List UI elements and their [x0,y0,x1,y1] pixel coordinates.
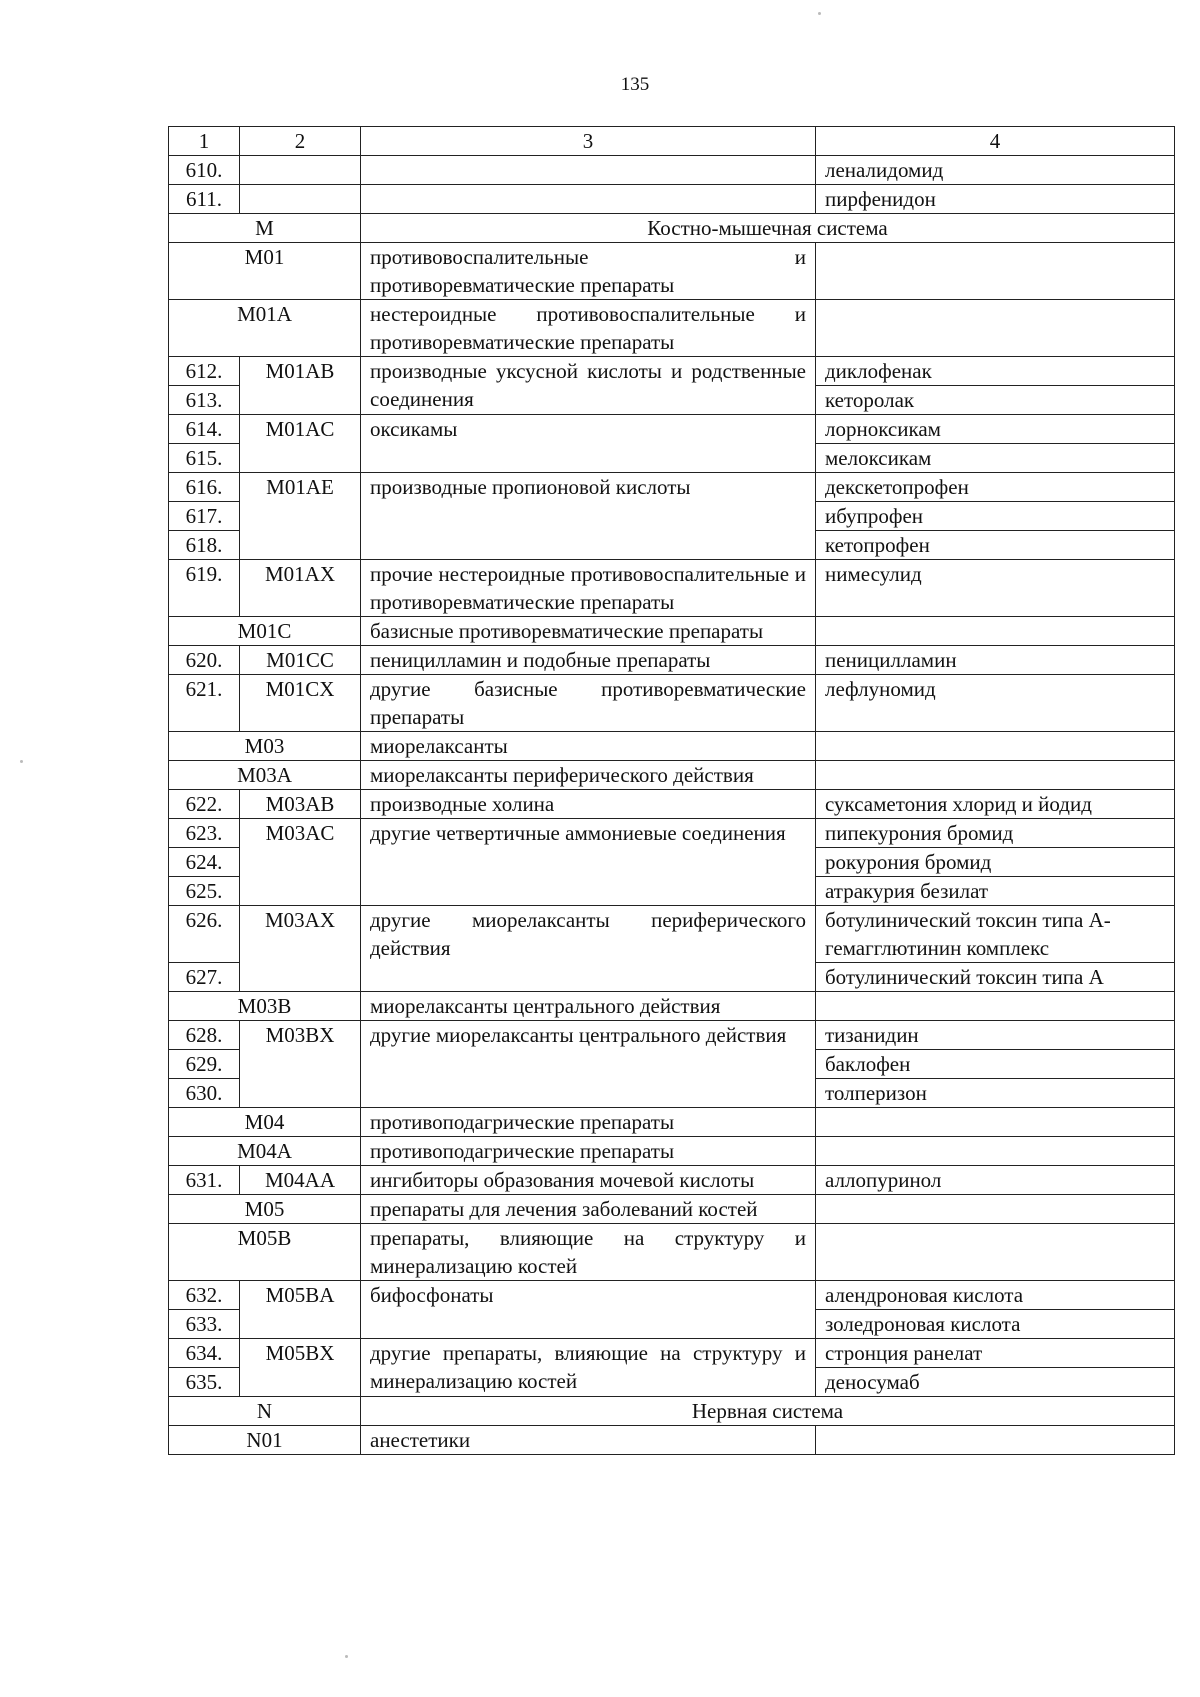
atc-code: M03A [169,761,361,790]
atc-description: препараты, влияющие на структуру и минерализацию костей [361,1224,816,1281]
drug-name [816,761,1175,790]
row-number: 625. [169,877,240,906]
drug-name: деносумаб [816,1368,1175,1397]
row-number: 611. [169,185,240,214]
drug-name: декскетопрофен [816,473,1175,502]
drug-name: аллопуринол [816,1166,1175,1195]
drug-name: стронция ранелат [816,1339,1175,1368]
atc-description: анестетики [361,1426,816,1455]
group-row [169,617,1175,646]
atc-code [240,156,361,185]
section-title: Нервная система [361,1397,1175,1426]
group-row [169,732,1175,761]
table-row [169,473,1175,502]
group-row [169,1137,1175,1166]
drug-name: пеницилламин [816,646,1175,675]
group-row [169,1108,1175,1137]
row-number: 619. [169,560,240,617]
atc-code: N01 [169,1426,361,1455]
row-number: 616. [169,473,240,502]
row-number: 613. [169,386,240,415]
drug-name: кеторолак [816,386,1175,415]
section-row [169,1397,1175,1426]
table-row [169,646,1175,675]
atc-description: миорелаксанты периферического действия [361,761,816,790]
atc-description: производные холина [361,790,816,819]
row-number: 621. [169,675,240,732]
drug-name: ботулинический токсин типа А-гемагглютинин комплекс [816,906,1175,963]
drug-name: ибупрофен [816,502,1175,531]
row-number: 620. [169,646,240,675]
atc-description: производные уксусной кислоты и родственные соединения [361,357,816,415]
table-row [169,1021,1175,1050]
atc-code: M03 [169,732,361,761]
row-number: 623. [169,819,240,848]
drug-name: пирфенидон [816,185,1175,214]
atc-description: другие базисные противоревматические препараты [361,675,816,732]
atc-code: M01A [169,300,361,357]
row-number: 624. [169,848,240,877]
drug-name [816,1224,1175,1281]
row-number: 628. [169,1021,240,1050]
column-header: 1 [169,127,240,156]
table-header-row [169,127,1175,156]
table-row [169,1339,1175,1368]
drug-name [816,732,1175,761]
row-number: 614. [169,415,240,444]
column-header: 4 [816,127,1175,156]
drug-name: тизанидин [816,1021,1175,1050]
row-number: 632. [169,1281,240,1310]
atc-code: M01 [169,243,361,300]
group-row [169,1224,1175,1281]
table-row [169,1166,1175,1195]
table-row [169,675,1175,732]
group-row [169,1195,1175,1224]
drug-name [816,992,1175,1021]
page-number: 135 [620,74,650,95]
atc-description: миорелаксанты центрального действия [361,992,816,1021]
atc-description: другие миорелаксанты центрального действия [361,1021,816,1108]
atc-description: противоподагрические препараты [361,1108,816,1137]
row-number: 630. [169,1079,240,1108]
atc-description: противоподагрические препараты [361,1137,816,1166]
row-number: 634. [169,1339,240,1368]
atc-code: M04AA [240,1166,361,1195]
drug-name [816,617,1175,646]
row-number: 635. [169,1368,240,1397]
section-code: M [169,214,361,243]
row-number: 626. [169,906,240,963]
drug-name: леналидомид [816,156,1175,185]
column-header: 3 [361,127,816,156]
drug-name [816,243,1175,300]
table-row [169,790,1175,819]
atc-code: M03B [169,992,361,1021]
drug-name: атракурия безилат [816,877,1175,906]
atc-code: M01AC [240,415,361,473]
drug-name: пипекурония бромид [816,819,1175,848]
atc-description: другие препараты, влияющие на структуру и минерализацию костей [361,1339,816,1397]
atc-code: M01C [169,617,361,646]
atc-code: M03AB [240,790,361,819]
row-number: 618. [169,531,240,560]
atc-description: препараты для лечения заболеваний костей [361,1195,816,1224]
row-number: 612. [169,357,240,386]
atc-description [361,185,816,214]
scan-speck [20,760,23,763]
drug-name: ботулинический токсин типа А [816,963,1175,992]
row-number: 631. [169,1166,240,1195]
atc-description: другие четвертичные аммониевые соединения [361,819,816,906]
atc-description: прочие нестероидные противовоспалительные и противоревматические препараты [361,560,816,617]
drug-name: рокурония бромид [816,848,1175,877]
drug-name [816,1426,1175,1455]
table-row [169,156,1175,185]
column-header: 2 [240,127,361,156]
atc-code: M04 [169,1108,361,1137]
scan-speck [818,12,821,15]
atc-code: M03AX [240,906,361,992]
drug-name: баклофен [816,1050,1175,1079]
table-row [169,906,1175,963]
drug-name: нимесулид [816,560,1175,617]
drug-name: диклофенак [816,357,1175,386]
atc-description [361,156,816,185]
atc-description: пеницилламин и подобные препараты [361,646,816,675]
table-row [169,560,1175,617]
atc-description: производные пропионовой кислоты [361,473,816,560]
row-number: 610. [169,156,240,185]
drug-name [816,1137,1175,1166]
group-row [169,1426,1175,1455]
atc-code: M03AC [240,819,361,906]
group-row [169,243,1175,300]
atc-code: M01AX [240,560,361,617]
row-number: 629. [169,1050,240,1079]
table-row [169,357,1175,386]
drug-name: кетопрофен [816,531,1175,560]
section-row [169,214,1175,243]
atc-code: M01AE [240,473,361,560]
row-number: 627. [169,963,240,992]
atc-description: нестероидные противовоспалительные и противоревматические препараты [361,300,816,357]
drug-name: лорноксикам [816,415,1175,444]
atc-code: M05 [169,1195,361,1224]
atc-code: M05BA [240,1281,361,1339]
section-code: N [169,1397,361,1426]
drug-list-table [168,126,1175,1455]
atc-description: другие миорелаксанты периферического действия [361,906,816,992]
row-number: 633. [169,1310,240,1339]
drug-name: алендроновая кислота [816,1281,1175,1310]
table-row [169,415,1175,444]
section-title: Костно-мышечная система [361,214,1175,243]
atc-description: оксикамы [361,415,816,473]
scan-speck [345,1655,348,1658]
group-row [169,300,1175,357]
atc-description: бифосфонаты [361,1281,816,1339]
atc-code: M04A [169,1137,361,1166]
drug-name [816,300,1175,357]
atc-code: M01AB [240,357,361,415]
drug-name: суксаметония хлорид и йодид [816,790,1175,819]
drug-name [816,1108,1175,1137]
drug-name: золедроновая кислота [816,1310,1175,1339]
row-number: 617. [169,502,240,531]
drug-name [816,1195,1175,1224]
atc-code: M05BX [240,1339,361,1397]
atc-code: M01CX [240,675,361,732]
drug-name: толперизон [816,1079,1175,1108]
row-number: 615. [169,444,240,473]
atc-code: M01CC [240,646,361,675]
atc-description: миорелаксанты [361,732,816,761]
row-number: 622. [169,790,240,819]
atc-description: противовоспалительные и противоревматические препараты [361,243,816,300]
atc-description: ингибиторы образования мочевой кислоты [361,1166,816,1195]
table-row [169,1281,1175,1310]
atc-code: M03BX [240,1021,361,1108]
group-row [169,992,1175,1021]
table-row [169,185,1175,214]
group-row [169,761,1175,790]
atc-description: базисные противоревматические препараты [361,617,816,646]
atc-code: M05B [169,1224,361,1281]
atc-code [240,185,361,214]
drug-name: мелоксикам [816,444,1175,473]
drug-name: лефлуномид [816,675,1175,732]
table-row [169,819,1175,848]
